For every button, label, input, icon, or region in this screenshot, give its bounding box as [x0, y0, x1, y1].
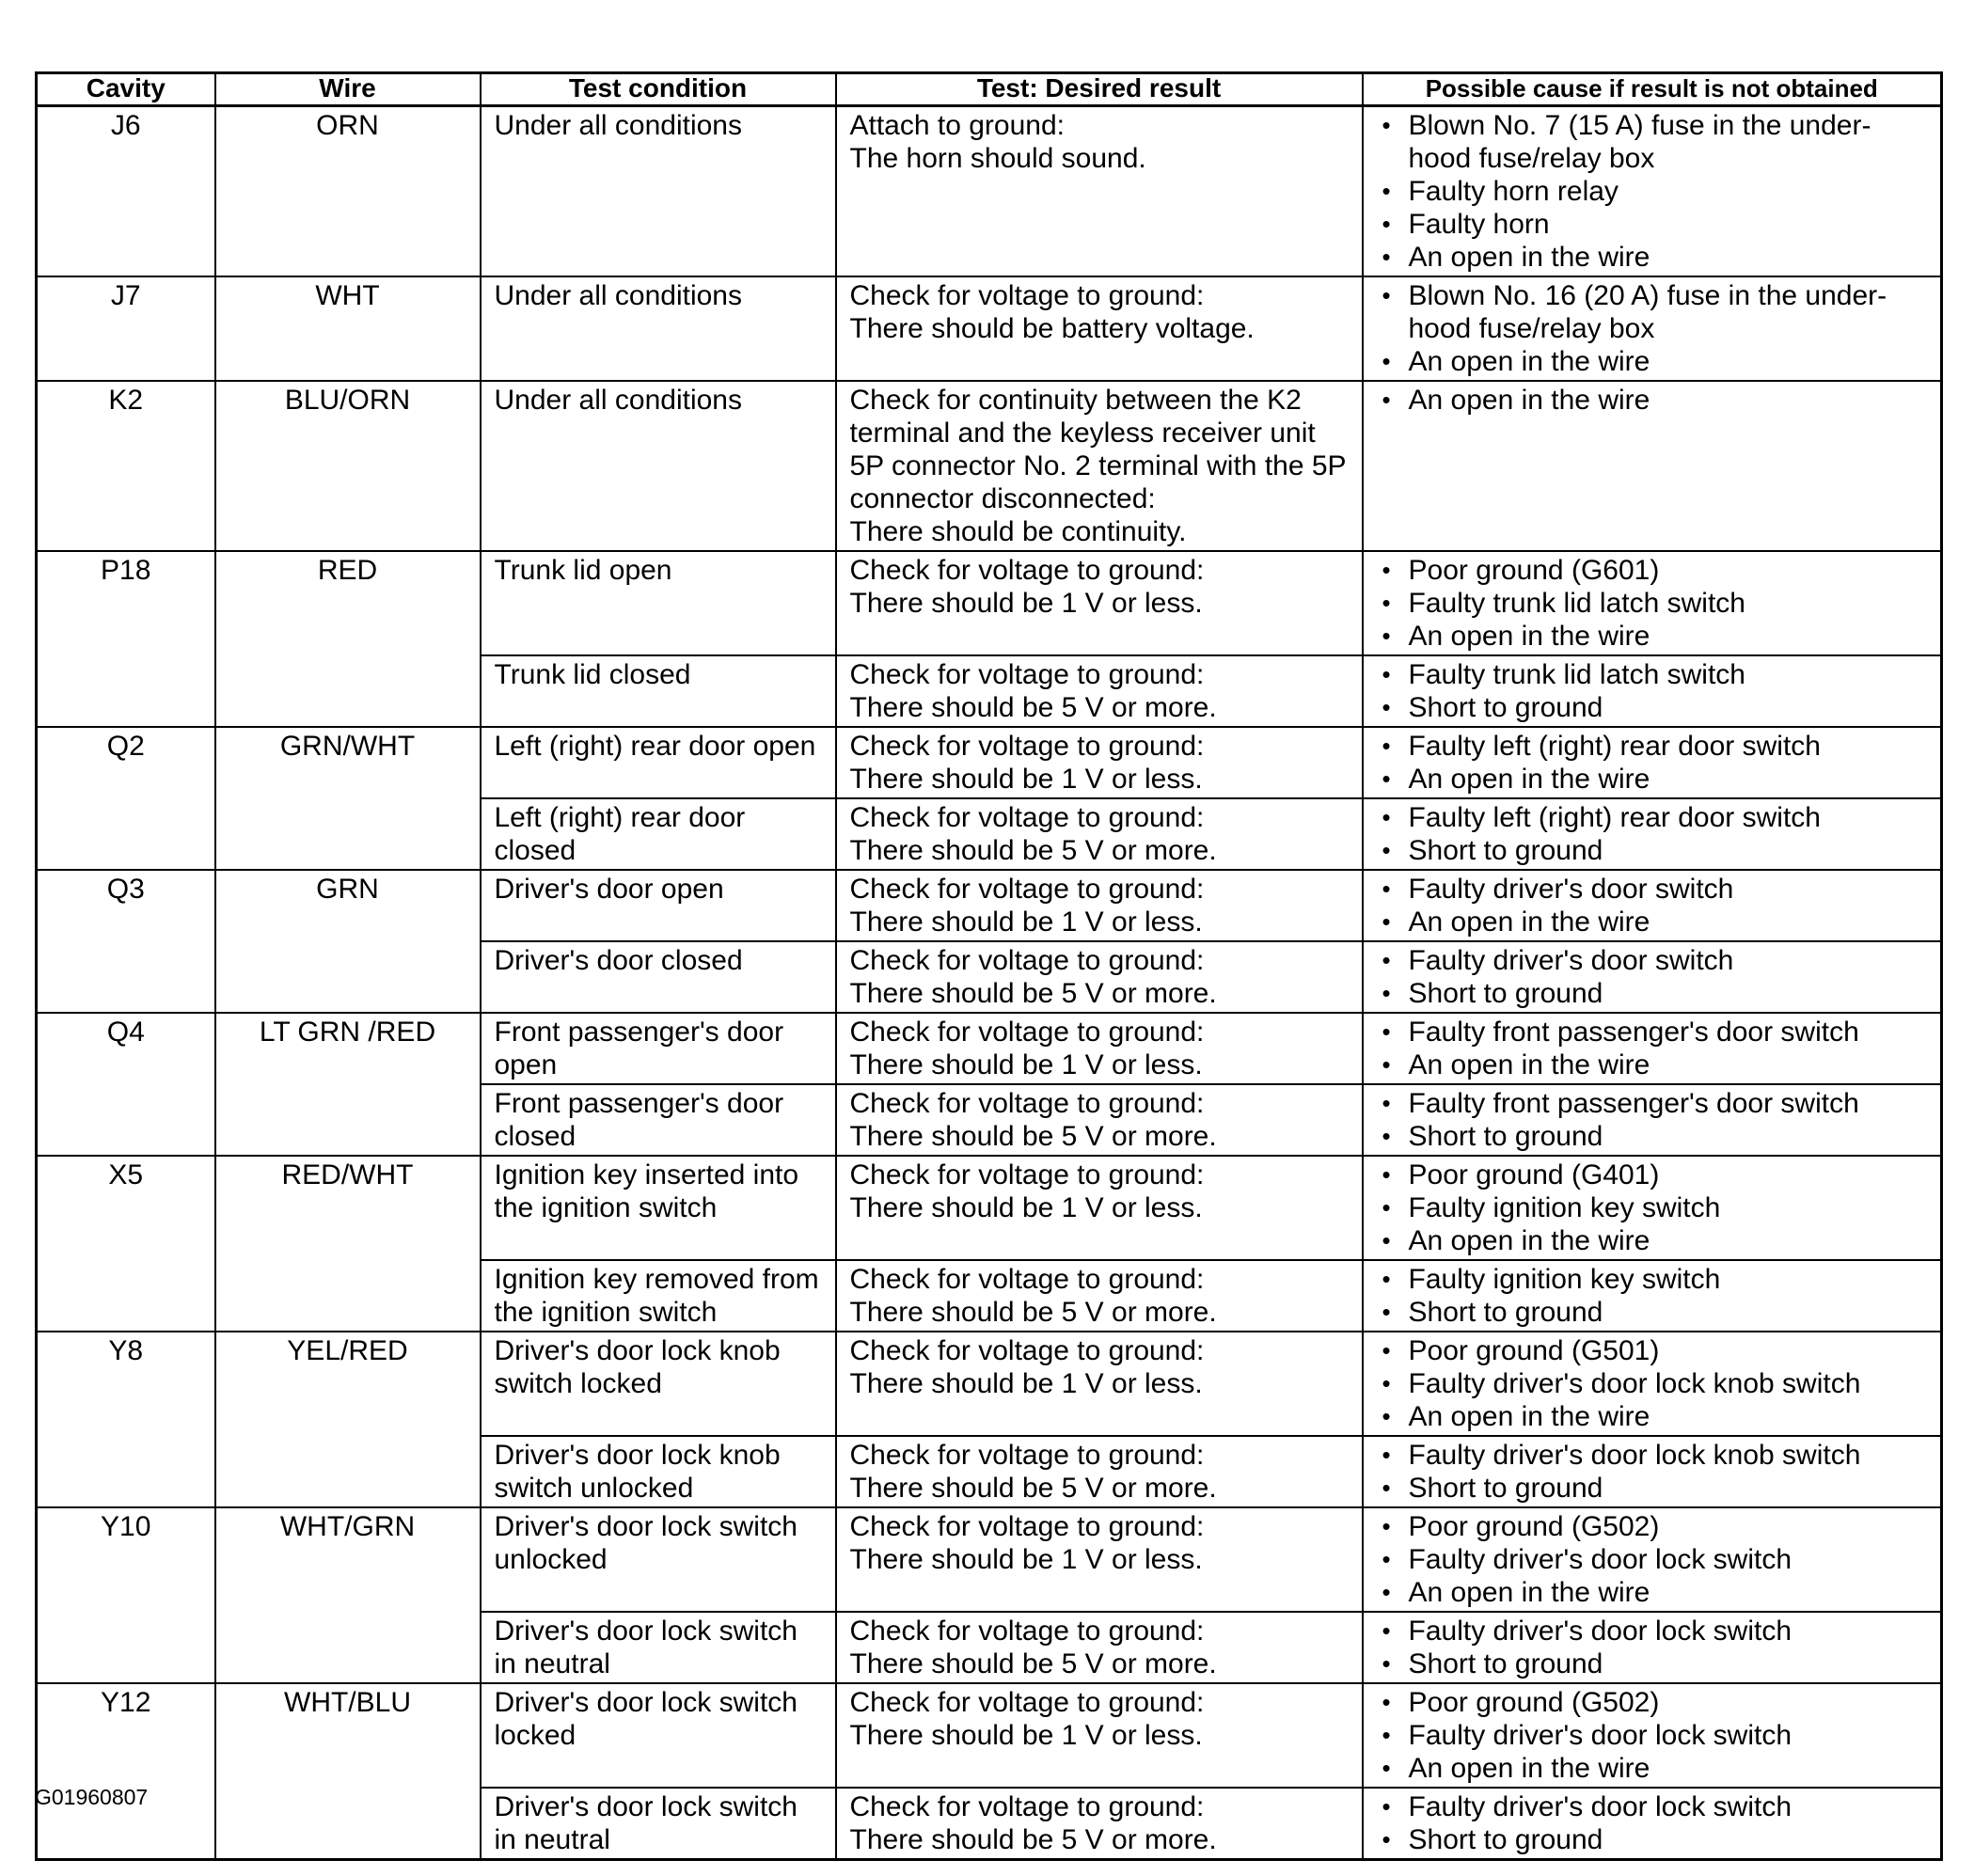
cause-item: • An open in the wire	[1377, 1048, 1928, 1081]
desired-result-cell	[836, 1507, 1363, 1612]
wire-cell: ORN	[215, 106, 481, 277]
possible-cause-cell	[1363, 798, 1942, 870]
desired-result-cell	[836, 551, 1363, 655]
wire-cell: WHT/BLU	[215, 1683, 481, 1860]
wire-cell: LT GRN /RED	[215, 1013, 481, 1156]
cause-item: • Faulty ignition key switch	[1377, 1263, 1928, 1296]
result-line: There should be 1 V or less.	[849, 1720, 1203, 1751]
wire-cell: GRN/WHT	[215, 727, 481, 870]
desired-result-cell	[836, 1332, 1363, 1436]
cause-item: • Faulty left (right) rear door switch	[1377, 801, 1928, 834]
cause-item: • Poor ground (G502)	[1377, 1510, 1928, 1543]
cause-item: • Faulty driver's door lock knob switch	[1377, 1367, 1928, 1400]
possible-cause-cell	[1363, 655, 1942, 727]
cause-item: • Blown No. 16 (20 A) fuse in the under-hood fuse/relay box	[1377, 279, 1928, 345]
header-row	[37, 73, 1942, 106]
table-body	[37, 106, 1942, 1860]
test-condition-cell: Front passenger's door closed	[481, 1084, 836, 1156]
possible-cause-cell	[1363, 1260, 1942, 1332]
cause-item: • Faulty ignition key switch	[1377, 1191, 1928, 1224]
desired-result-cell	[836, 1683, 1363, 1788]
cavity-cell: J7	[37, 276, 215, 381]
cause-item: • Faulty driver's door switch	[1377, 873, 1928, 906]
cause-list	[1377, 279, 1928, 378]
possible-cause-cell	[1363, 941, 1942, 1013]
cause-item: • Poor ground (G501)	[1377, 1334, 1928, 1367]
result-line: Check for voltage to ground:	[849, 280, 1205, 311]
possible-cause-cell	[1363, 106, 1942, 277]
possible-cause-cell	[1363, 1084, 1942, 1156]
header-possible-cause: Possible cause if result is not obtained	[1363, 73, 1942, 106]
desired-result-cell	[836, 1156, 1363, 1260]
result-line: Check for voltage to ground:	[849, 555, 1205, 586]
test-condition-cell: Under all conditions	[481, 276, 836, 381]
table-row	[37, 727, 1942, 798]
cause-item: • Faulty front passenger's door switch	[1377, 1016, 1928, 1048]
cause-item: • An open in the wire	[1377, 1400, 1928, 1433]
desired-result-cell	[836, 1013, 1363, 1084]
wire-cell: WHT	[215, 276, 481, 381]
test-condition-cell: Driver's door lock switch unlocked	[481, 1507, 836, 1612]
result-line: Check for voltage to ground:	[849, 1511, 1205, 1542]
result-line: Check for voltage to ground:	[849, 1159, 1205, 1190]
test-condition-cell: Driver's door closed	[481, 941, 836, 1013]
troubleshooting-table	[35, 71, 1943, 1861]
test-condition-cell: Ignition key removed from the ignition switch	[481, 1260, 836, 1332]
possible-cause-cell	[1363, 1507, 1942, 1612]
result-line: Check for voltage to ground:	[849, 1335, 1205, 1366]
wire-cell: YEL/RED	[215, 1332, 481, 1507]
header-wire: Wire	[215, 73, 481, 106]
cause-list	[1377, 730, 1928, 796]
table-row	[37, 1683, 1942, 1788]
test-condition-cell: Driver's door lock knob switch locked	[481, 1332, 836, 1436]
test-condition-cell: Front passenger's door open	[481, 1013, 836, 1084]
cavity-cell: Y10	[37, 1507, 215, 1683]
cause-item: • An open in the wire	[1377, 620, 1928, 653]
result-line: There should be 5 V or more.	[849, 978, 1217, 1009]
cause-list	[1377, 1790, 1928, 1856]
cavity-cell: Q4	[37, 1013, 215, 1156]
result-line: There should be 5 V or more.	[849, 1648, 1217, 1679]
cavity-cell: X5	[37, 1156, 215, 1332]
wire-cell: RED/WHT	[215, 1156, 481, 1332]
test-condition-cell: Left (right) rear door open	[481, 727, 836, 798]
possible-cause-cell	[1363, 381, 1942, 551]
cause-list	[1377, 1686, 1928, 1785]
wire-cell: GRN	[215, 870, 481, 1013]
result-line: There should be 1 V or less.	[849, 1049, 1203, 1080]
desired-result-cell	[836, 1436, 1363, 1507]
cause-list	[1377, 801, 1928, 867]
table-row	[37, 551, 1942, 655]
result-line: There should be 1 V or less.	[849, 906, 1203, 938]
cause-list	[1377, 1016, 1928, 1081]
cause-list	[1377, 873, 1928, 938]
cause-item: • An open in the wire	[1377, 1576, 1928, 1609]
cause-list	[1377, 1087, 1928, 1153]
cause-item: • Short to ground	[1377, 1647, 1928, 1680]
table-row	[37, 1156, 1942, 1260]
table-row	[37, 276, 1942, 381]
cause-item: • Faulty left (right) rear door switch	[1377, 730, 1928, 763]
test-condition-cell: Under all conditions	[481, 381, 836, 551]
possible-cause-cell	[1363, 870, 1942, 941]
desired-result-cell	[836, 1260, 1363, 1332]
table-row	[37, 106, 1942, 277]
test-condition-cell: Driver's door lock switch locked	[481, 1683, 836, 1788]
desired-result-cell	[836, 870, 1363, 941]
table-row	[37, 870, 1942, 941]
desired-result-cell	[836, 727, 1363, 798]
troubleshooting-table-container	[35, 71, 1940, 1861]
test-condition-cell: Driver's door open	[481, 870, 836, 941]
cause-item: • An open in the wire	[1377, 345, 1928, 378]
cause-item: • Poor ground (G601)	[1377, 554, 1928, 587]
cause-item: • Faulty front passenger's door switch	[1377, 1087, 1928, 1120]
table-row	[37, 1507, 1942, 1612]
wire-cell: BLU/ORN	[215, 381, 481, 551]
result-line: The horn should sound.	[849, 143, 1146, 174]
cause-item: • Faulty trunk lid latch switch	[1377, 658, 1928, 691]
cavity-cell: Q2	[37, 727, 215, 870]
cause-list	[1377, 1334, 1928, 1433]
result-line: There should be 5 V or more.	[849, 835, 1217, 866]
result-line: There should be 1 V or less.	[849, 1368, 1203, 1399]
desired-result-cell	[836, 941, 1363, 1013]
possible-cause-cell	[1363, 727, 1942, 798]
cause-item: • Short to ground	[1377, 1472, 1928, 1505]
result-line: Attach to ground:	[849, 110, 1065, 141]
cause-item: • Poor ground (G401)	[1377, 1159, 1928, 1191]
cause-list	[1377, 1159, 1928, 1257]
cause-list	[1377, 1510, 1928, 1609]
test-condition-cell: Trunk lid open	[481, 551, 836, 655]
cause-item: • Short to ground	[1377, 1296, 1928, 1329]
cause-item: • Short to ground	[1377, 691, 1928, 724]
result-line: Check for voltage to ground:	[849, 1440, 1205, 1471]
cause-item: • Faulty driver's door switch	[1377, 944, 1928, 977]
cause-item: • An open in the wire	[1377, 1752, 1928, 1785]
result-line: Check for voltage to ground:	[849, 1264, 1205, 1295]
desired-result-cell	[836, 1788, 1363, 1860]
possible-cause-cell	[1363, 551, 1942, 655]
possible-cause-cell	[1363, 1013, 1942, 1084]
test-condition-cell: Driver's door lock knob switch unlocked	[481, 1436, 836, 1507]
cavity-cell: Y12	[37, 1683, 215, 1860]
result-line: Check for continuity between the K2 terminal and the keyless receiver unit 5P connector No. 2 terminal with the 5P connector disconnected:	[849, 385, 1347, 514]
cause-list	[1377, 384, 1928, 417]
header-cavity: Cavity	[37, 73, 215, 106]
result-line: Check for voltage to ground:	[849, 802, 1205, 833]
desired-result-cell	[836, 381, 1363, 551]
cavity-cell: Q3	[37, 870, 215, 1013]
result-line: There should be 5 V or more.	[849, 692, 1217, 723]
cause-list	[1377, 109, 1928, 274]
cause-item: • Poor ground (G502)	[1377, 1686, 1928, 1719]
cause-list	[1377, 554, 1928, 653]
test-condition-cell: Driver's door lock switch in neutral	[481, 1612, 836, 1683]
result-line: There should be 1 V or less.	[849, 764, 1203, 795]
cause-item: • An open in the wire	[1377, 241, 1928, 274]
possible-cause-cell	[1363, 1436, 1942, 1507]
result-line: Check for voltage to ground:	[849, 1616, 1205, 1647]
desired-result-cell	[836, 106, 1363, 277]
cause-item: • An open in the wire	[1377, 763, 1928, 796]
test-condition-cell: Trunk lid closed	[481, 655, 836, 727]
result-line: Check for voltage to ground:	[849, 1687, 1205, 1718]
cavity-cell: P18	[37, 551, 215, 727]
result-line: There should be 1 V or less.	[849, 588, 1203, 619]
wire-cell: WHT/GRN	[215, 1507, 481, 1683]
result-line: Check for voltage to ground:	[849, 945, 1205, 976]
result-line: There should be continuity.	[849, 516, 1187, 547]
cause-item: • Faulty driver's door lock switch	[1377, 1790, 1928, 1823]
cause-item: • An open in the wire	[1377, 1224, 1928, 1257]
cause-item: • Faulty driver's door lock knob switch	[1377, 1439, 1928, 1472]
cause-item: • Faulty driver's door lock switch	[1377, 1615, 1928, 1647]
cause-list	[1377, 1615, 1928, 1680]
test-condition-cell: Driver's door lock switch in neutral	[481, 1788, 836, 1860]
result-line: Check for voltage to ground:	[849, 659, 1205, 690]
possible-cause-cell	[1363, 1612, 1942, 1683]
test-condition-cell: Ignition key inserted into the ignition switch	[481, 1156, 836, 1260]
test-condition-cell: Under all conditions	[481, 106, 836, 277]
possible-cause-cell	[1363, 1788, 1942, 1860]
table-row	[37, 381, 1942, 551]
cause-list	[1377, 1439, 1928, 1505]
cause-item: • Short to ground	[1377, 1120, 1928, 1153]
result-line: There should be 5 V or more.	[849, 1473, 1217, 1504]
desired-result-cell	[836, 655, 1363, 727]
cause-item: • Short to ground	[1377, 834, 1928, 867]
cause-list	[1377, 658, 1928, 724]
wire-cell: RED	[215, 551, 481, 727]
cause-item: • Faulty horn	[1377, 208, 1928, 241]
header-desired-result: Test: Desired result	[836, 73, 1363, 106]
possible-cause-cell	[1363, 276, 1942, 381]
cause-list	[1377, 944, 1928, 1010]
result-line: Check for voltage to ground:	[849, 1791, 1205, 1822]
cavity-cell: Y8	[37, 1332, 215, 1507]
figure-id: G01960807	[35, 1785, 149, 1809]
result-line: There should be 5 V or more.	[849, 1121, 1217, 1152]
desired-result-cell	[836, 276, 1363, 381]
result-line: There should be battery voltage.	[849, 313, 1255, 344]
test-condition-cell: Left (right) rear door closed	[481, 798, 836, 870]
cavity-cell: J6	[37, 106, 215, 277]
cause-item: • Faulty horn relay	[1377, 175, 1928, 208]
desired-result-cell	[836, 798, 1363, 870]
result-line: Check for voltage to ground:	[849, 1088, 1205, 1119]
result-line: There should be 1 V or less.	[849, 1544, 1203, 1575]
possible-cause-cell	[1363, 1156, 1942, 1260]
cause-item: • Short to ground	[1377, 977, 1928, 1010]
result-line: Check for voltage to ground:	[849, 874, 1205, 905]
table-row	[37, 1332, 1942, 1436]
header-test-condition: Test condition	[481, 73, 836, 106]
cause-item: • An open in the wire	[1377, 906, 1928, 938]
possible-cause-cell	[1363, 1332, 1942, 1436]
possible-cause-cell	[1363, 1683, 1942, 1788]
table-row	[37, 1013, 1942, 1084]
cause-item: • Blown No. 7 (15 A) fuse in the under-hood fuse/relay box	[1377, 109, 1928, 175]
cause-list	[1377, 1263, 1928, 1329]
result-line: There should be 1 V or less.	[849, 1192, 1203, 1223]
cause-item: • Faulty driver's door lock switch	[1377, 1543, 1928, 1576]
cause-item: • Faulty driver's door lock switch	[1377, 1719, 1928, 1752]
result-line: Check for voltage to ground:	[849, 731, 1205, 762]
result-line: Check for voltage to ground:	[849, 1017, 1205, 1048]
cause-item: • An open in the wire	[1377, 384, 1928, 417]
result-line: There should be 5 V or more.	[849, 1297, 1217, 1328]
cause-item: • Faulty trunk lid latch switch	[1377, 587, 1928, 620]
cause-item: • Short to ground	[1377, 1823, 1928, 1856]
desired-result-cell	[836, 1612, 1363, 1683]
result-line: There should be 5 V or more.	[849, 1824, 1217, 1855]
desired-result-cell	[836, 1084, 1363, 1156]
cavity-cell: K2	[37, 381, 215, 551]
